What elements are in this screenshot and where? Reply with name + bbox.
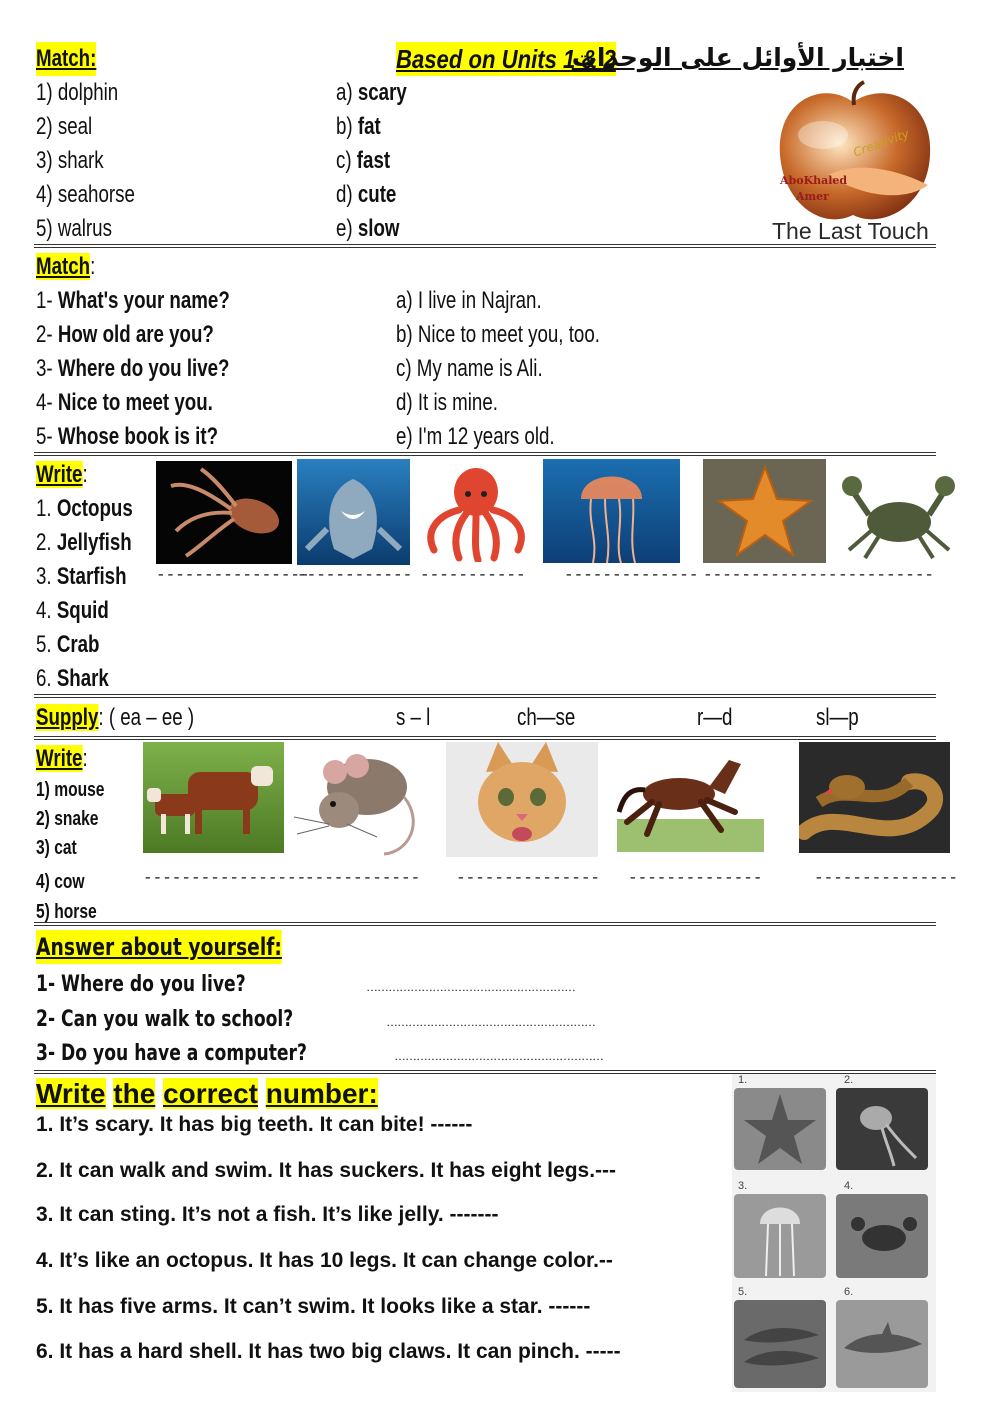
match2-answer: c) My name is Ali. [396,355,543,382]
shark-icon [297,459,410,565]
squid-gray-icon [836,1088,928,1170]
match1-option: e) slow [336,215,400,242]
section-divider [34,922,936,926]
answer-line[interactable]: ………………………………………………… [394,1049,603,1063]
crab-icon [837,460,962,563]
match2-answer: e) I'm 12 years old. [396,423,555,450]
photo-jellyfish [734,1194,826,1278]
answer-blank[interactable]: ----------------- [143,869,307,887]
cow-picture [143,742,284,853]
photo-number: 2. [844,1074,854,1086]
photo-crab [836,1194,928,1278]
match2-answers [396,284,657,454]
match2-question: 1- What's your name? [36,287,230,314]
answer-blank[interactable]: ------------ [305,869,421,887]
write1-word: 5. Crab [36,631,100,658]
photo-number: 4. [844,1180,854,1192]
crab-picture [837,460,962,563]
number-heading: Write the correct number: [36,1078,378,1109]
logo-author-1: AboKhaled [780,174,848,187]
answer-blank[interactable]: ------------ [297,566,413,584]
squid-picture [156,461,292,564]
write2-item: 2) snake [36,808,99,830]
photo-squid [836,1088,928,1170]
supply-word: s – l [396,704,431,731]
shark-picture [297,459,410,565]
match-heading-2: Match: [36,253,96,280]
write1-word: 4. Squid [36,597,109,624]
jellyfish-icon [543,459,680,563]
photo-dolphins [734,1300,826,1388]
arabic-title: اختبار الأوائل على الوحدات [571,43,904,72]
yourself-question: 2- Can you walk to school? [36,1007,294,1032]
write-heading-1: Write: [36,461,88,488]
logo-author-2: Amer [796,190,829,203]
match2-question: 5- Whose book is it? [36,423,219,450]
number-sentence: 5. It has five arms. It can’t swim. It looks like a star. ------ [36,1295,591,1318]
write2-item: 4) cow [36,871,85,893]
match-heading-1: Match: [36,42,113,76]
section-divider [34,736,936,740]
mouse-picture [289,742,432,860]
match2-question: 3- Where do you live? [36,355,230,382]
match1-items [36,76,163,246]
squid-icon [156,461,292,564]
write2-item: 5) horse [36,901,97,923]
number-sentences [36,1110,730,1377]
match2-question: 2- How old are you? [36,321,214,348]
snake-icon [799,742,950,853]
write1-word: 1. Octopus [36,495,133,522]
crab-gray-icon [836,1194,928,1278]
supply-heading: Supply: ( ea – ee ) [36,704,195,731]
write1-words [36,492,160,696]
photo-grid [732,1074,936,1392]
section-divider [34,694,936,698]
cat-icon [446,742,598,857]
octopus-icon [414,460,538,562]
number-sentence: 3. It can sting. It’s not a fish. It’s like jelly. ------- [36,1203,499,1226]
dolphins-gray-icon [734,1300,826,1388]
match2-answer: b) Nice to meet you, too. [396,321,600,348]
match1-item: 1) dolphin [36,79,119,106]
logo-caption: The Last Touch [772,218,929,244]
match2-answer: d) It is mine. [396,389,498,416]
match1-options [336,76,427,246]
match1-option: a) scary [336,79,407,106]
cow-icon [143,742,284,853]
snake-picture [799,742,950,853]
dolphin-gray-icon [836,1300,928,1388]
answer-blank[interactable]: ---------- [838,566,935,584]
octopus-picture [414,460,538,562]
photo-number: 1. [738,1074,748,1086]
yourself-question: 1- Where do you live? [36,972,246,997]
yourself-heading: Answer about yourself: [36,930,351,964]
write2-item: 1) mouse [36,779,105,801]
write2-items [36,776,124,927]
photo-number: 3. [738,1180,748,1192]
number-sentence: 4. It’s like an octopus. It has 10 legs. It can change color.-- [36,1249,613,1272]
write2-item: 3) cat [36,837,77,859]
supply-word: ch—se [517,704,576,731]
section-divider [34,452,936,456]
starfish-icon [703,459,826,563]
title-based-on: Based on Units 1 & 2 [396,44,616,74]
horse-picture [617,742,764,852]
write1-word: 3. Starfish [36,563,127,590]
yourself-question: 3- Do you have a computer? [36,1041,307,1066]
jellyfish-gray-icon [734,1194,826,1278]
number-sentence: 1. It’s scary. It has big teeth. It can bite! ------ [36,1113,473,1136]
number-sentence: 6. It has a hard shell. It has two big claws. It can pinch. ----- [36,1340,621,1363]
jellyfish-picture [543,459,680,563]
answer-blank[interactable]: --------------- [814,869,959,887]
match1-item: 5) walrus [36,215,112,242]
write1-word: 6. Shark [36,665,109,692]
match1-option: d) cute [336,181,397,208]
supply-word: r—d [697,704,733,731]
write1-word: 2. Jellyfish [36,529,132,556]
answer-blank[interactable]: --------------- [456,869,601,887]
match1-item: 2) seal [36,113,93,140]
photo-number: 6. [844,1286,854,1298]
mouse-icon [289,742,432,860]
starfish-picture [703,459,826,563]
match2-answer: a) I live in Najran. [396,287,542,314]
supply-word: sl—p [816,704,859,731]
photo-starfish [734,1088,826,1170]
logo [768,80,938,246]
match1-option: c) fast [336,147,391,174]
photo-number: 5. [738,1286,748,1298]
answer-blank[interactable]: -------------- [628,869,763,887]
answer-blank[interactable]: -------------- [703,566,838,584]
horse-icon [617,742,764,852]
match1-option: b) fat [336,113,381,140]
answer-blank[interactable]: ----------- [420,566,526,584]
answer-blank[interactable]: ---------------- [156,566,310,584]
answer-blank[interactable]: -------------- [564,566,699,584]
write-heading-2: Write: [36,745,88,772]
match1-item: 4) seahorse [36,181,135,208]
starfish-gray-icon [734,1088,826,1170]
answer-line[interactable]: ………………………………………………… [366,980,575,994]
match2-questions [36,284,284,454]
section-divider [34,244,936,248]
match1-item: 3) shark [36,147,104,174]
cat-picture [446,742,598,857]
answer-line[interactable]: ………………………………………………… [386,1015,595,1029]
photo-dolphin [836,1300,928,1388]
match2-question: 4- Nice to meet you. [36,389,213,416]
number-sentence: 2. It can walk and swim. It has suckers. It has eight legs.--- [36,1159,617,1182]
logo-creativity-text: Creativity [851,126,911,160]
